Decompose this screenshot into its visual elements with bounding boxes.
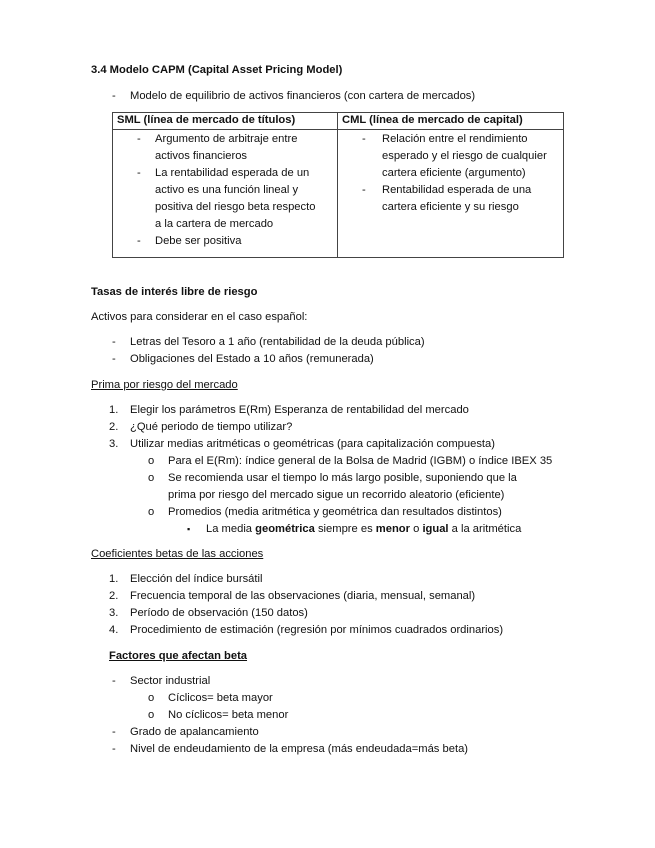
sml-header: SML (línea de mercado de títulos): [113, 113, 338, 130]
cml-item-1-line-2: esperado y el riesgo de cualquier: [382, 150, 547, 162]
note-text: o: [409, 523, 423, 535]
number-marker: 1.: [109, 404, 119, 416]
note-text: siempre es: [314, 523, 376, 535]
cml-item-1-line-1: Relación entre el rendimiento: [382, 133, 528, 145]
geometric-mean-note: [206, 522, 521, 536]
risk-free-item-2: Obligaciones del Estado a 10 años (remunerada): [130, 353, 374, 365]
number-marker: 2.: [109, 421, 119, 433]
market-premium-subitem-3: Promedios (media aritmética y geométrica dan resultados distintos): [168, 506, 502, 518]
circle-marker: o: [148, 455, 155, 467]
note-emphasis: geométrica: [255, 523, 315, 535]
intro-bullet: Modelo de equilibrio de activos financieros (con cartera de mercados): [130, 90, 476, 102]
sml-item-2-line-2: activo es una función lineal y: [155, 184, 299, 196]
circle-marker: o: [148, 709, 155, 721]
factors-title: Factores que afectan beta: [109, 650, 248, 662]
betas-item-1: Elección del índice bursátil: [130, 573, 263, 585]
table-body-row: [113, 130, 564, 258]
sml-item-3-line-1: Debe ser positiva: [155, 235, 242, 247]
section-title: 3.4 Modelo CAPM (Capital Asset Pricing Model): [91, 64, 343, 76]
cml-item-2-line-1: Rentabilidad esperada de una: [382, 184, 532, 196]
market-premium-subitem-2-line-1: Se recomienda usar el tiempo lo más largo posible, suponiendo que la: [168, 472, 517, 484]
dash-marker: -: [112, 743, 116, 755]
market-premium-subitem-2-line-2: prima por riesgo del mercado sigue un recorrido aleatorio (eficiente): [168, 489, 505, 501]
dash-marker: -: [112, 675, 116, 687]
capm-comparison-table: [112, 112, 564, 258]
table-header-row: [113, 113, 564, 130]
factors-item-1: Sector industrial: [130, 675, 211, 687]
market-premium-item-2: ¿Qué periodo de tiempo utilizar?: [130, 421, 293, 433]
market-premium-item-3: Utilizar medias aritméticas o geométricas (para capitalización compuesta): [130, 438, 495, 450]
number-marker: 1.: [109, 573, 119, 585]
sml-item-1-line-2: activos financieros: [155, 150, 248, 162]
factors-subitem-2: No cíclicos= beta menor: [168, 709, 289, 721]
risk-free-title: Tasas de interés libre de riesgo: [91, 286, 258, 298]
factors-subitem-1: Cíclicos= beta mayor: [168, 692, 273, 704]
dash-marker: -: [112, 726, 116, 738]
sml-item-2-line-4: a la cartera de mercado: [155, 218, 274, 230]
dash-marker: -: [112, 90, 116, 102]
dash-marker: -: [137, 235, 141, 247]
betas-item-3: Período de observación (150 datos): [130, 607, 308, 619]
risk-free-item-1: Letras del Tesoro a 1 año (rentabilidad de la deuda pública): [130, 336, 425, 348]
betas-title: Coeficientes betas de las acciones: [91, 548, 264, 560]
market-premium-subitem-1: Para el E(Rm): índice general de la Bolsa de Madrid (IGBM) o índice IBEX 35: [168, 455, 553, 467]
circle-marker: o: [148, 506, 155, 518]
square-marker: ▪: [187, 524, 191, 534]
sml-cell: [113, 130, 338, 258]
cml-cell: [338, 130, 564, 258]
market-premium-item-1: Elegir los parámetros E(Rm) Esperanza de rentabilidad del mercado: [130, 404, 469, 416]
cml-header: CML (línea de mercado de capital): [338, 113, 564, 130]
dash-marker: -: [112, 353, 116, 365]
market-premium-title: Prima por riesgo del mercado: [91, 379, 238, 391]
betas-item-4: Procedimiento de estimación (regresión por mínimos cuadrados ordinarios): [130, 624, 504, 636]
dash-marker: -: [137, 167, 141, 179]
factors-item-3: Nivel de endeudamiento de la empresa (más endeudada=más beta): [130, 743, 469, 755]
cml-item-1-line-3: cartera eficiente (argumento): [382, 167, 526, 179]
dash-marker: -: [112, 336, 116, 348]
note-emphasis: menor: [375, 523, 410, 535]
sml-item-1-line-1: Argumento de arbitraje entre: [155, 133, 298, 145]
cml-item-2-line-2: cartera eficiente y su riesgo: [382, 201, 519, 213]
risk-free-subtitle: Activos para considerar en el caso español:: [91, 311, 308, 323]
factors-item-2: Grado de apalancamiento: [130, 726, 259, 738]
dash-marker: -: [137, 133, 141, 145]
number-marker: 3.: [109, 607, 119, 619]
circle-marker: o: [148, 692, 155, 704]
number-marker: 3.: [109, 438, 119, 450]
sml-item-2-line-3: positiva del riesgo beta respecto: [155, 201, 316, 213]
circle-marker: o: [148, 472, 155, 484]
number-marker: 2.: [109, 590, 119, 602]
note-emphasis: igual: [422, 523, 449, 535]
dash-marker: -: [362, 184, 366, 196]
note-text: La media: [206, 523, 256, 535]
number-marker: 4.: [109, 624, 119, 636]
betas-item-2: Frecuencia temporal de las observaciones (diaria, mensual, semanal): [130, 590, 476, 602]
note-text: a la aritmética: [448, 523, 522, 535]
dash-marker: -: [362, 133, 366, 145]
sml-item-2-line-1: La rentabilidad esperada de un: [155, 167, 310, 179]
